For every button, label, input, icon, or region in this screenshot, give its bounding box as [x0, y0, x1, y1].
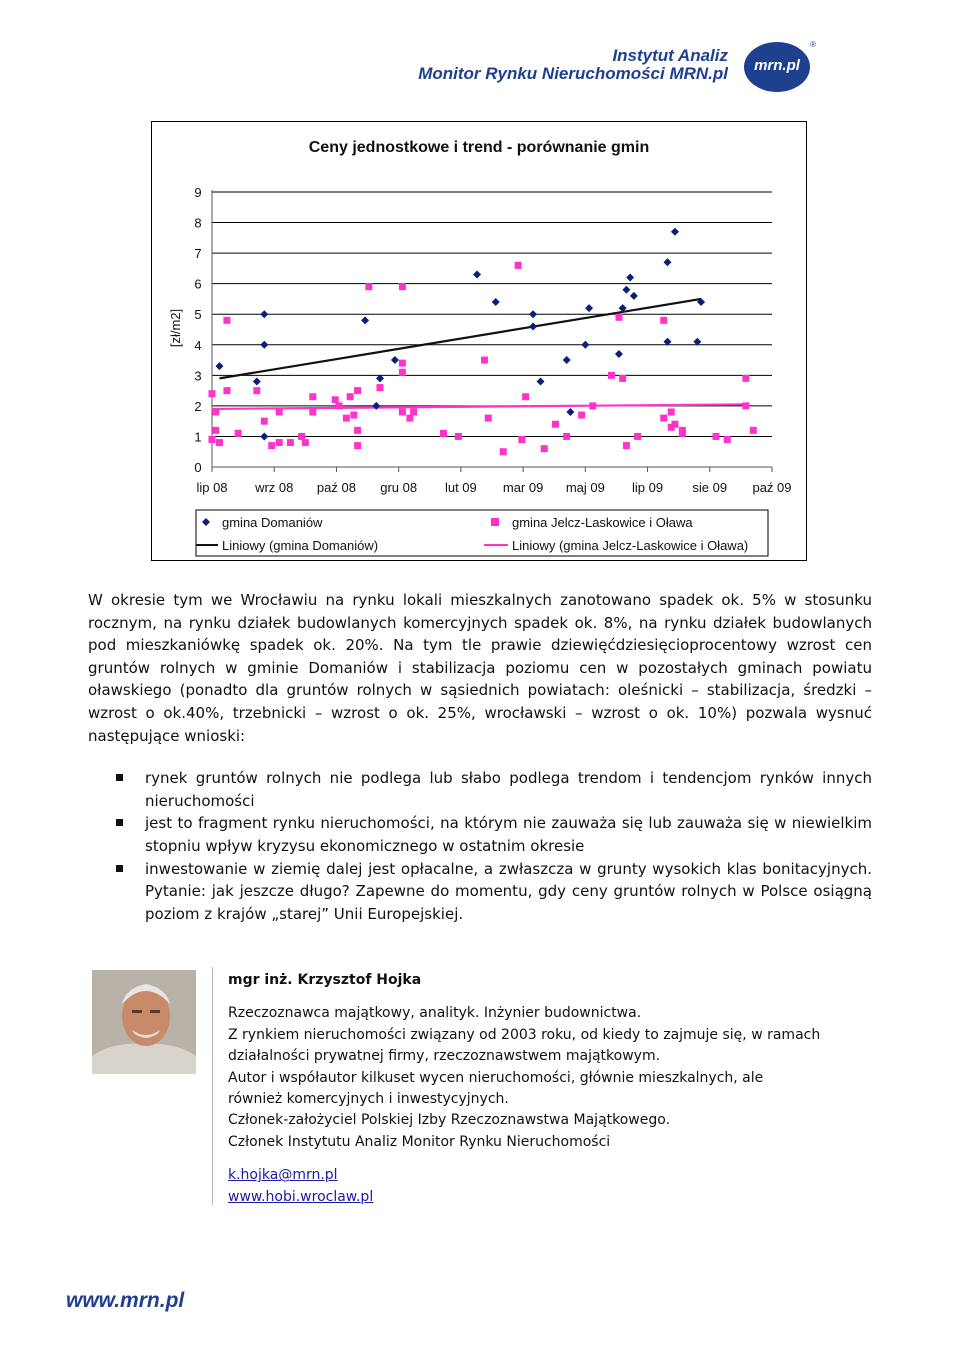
y-tick-label: 5	[194, 307, 202, 323]
x-tick-label: lut 09	[444, 480, 477, 495]
legend-entry-domaniow: gmina Domaniów	[222, 515, 323, 530]
data-point-jelcz	[589, 402, 596, 409]
data-point-domaniow	[563, 356, 571, 364]
data-point-jelcz	[552, 421, 559, 428]
trend-line-domaniow	[219, 299, 701, 378]
logo-badge-text: mrn.pl	[754, 57, 800, 74]
list-item	[88, 858, 872, 926]
x-tick-label: wrz 08	[255, 480, 294, 495]
chart-legend	[196, 510, 768, 556]
data-point-jelcz	[481, 357, 488, 364]
data-point-jelcz	[522, 393, 529, 400]
data-point-jelcz	[235, 430, 242, 437]
data-point-domaniow	[615, 350, 623, 358]
data-point-domaniow	[391, 356, 399, 364]
data-point-domaniow	[585, 304, 593, 312]
y-tick-label: 6	[194, 276, 202, 292]
data-point-jelcz	[209, 390, 216, 397]
data-point-jelcz	[343, 415, 350, 422]
data-point-domaniow	[260, 310, 268, 318]
data-point-jelcz	[399, 409, 406, 416]
data-point-jelcz	[724, 436, 731, 443]
data-point-domaniow	[361, 316, 369, 324]
data-point-jelcz	[518, 436, 525, 443]
data-point-jelcz	[354, 442, 361, 449]
logo-line-2: Monitor Rynku Nieruchomości MRN.pl	[418, 64, 728, 83]
data-point-jelcz	[253, 387, 260, 394]
data-point-jelcz	[660, 415, 667, 422]
x-tick-label: lip 08	[196, 480, 228, 495]
y-tick-label: 3	[194, 368, 202, 384]
data-point-jelcz	[332, 396, 339, 403]
data-point-jelcz	[276, 409, 283, 416]
author-photo	[92, 970, 196, 1074]
y-tick-label: 2	[194, 398, 202, 414]
conclusions-list	[88, 767, 872, 925]
data-point-jelcz	[365, 283, 372, 290]
author-bio-line: działalności prywatnej firmy, rzeczoznawstwem majątkowym.	[228, 1048, 661, 1065]
data-point-domaniow	[260, 432, 268, 440]
data-point-jelcz	[634, 433, 641, 440]
article-body	[88, 589, 872, 925]
data-point-jelcz	[354, 427, 361, 434]
x-tick-label: lip 09	[632, 480, 664, 495]
logo-line-1: Instytut Analiz	[612, 46, 728, 65]
article-paragraph: W okresie tym we Wrocławiu na rynku lokali mieszkalnych zanotowano spadek ok. 5% w stosunku rocznym, na rynku działek budowlanych komercyjnych spadek ok. 8%, na rynku działek budowlanych pod mieszkaniówkę spadek ok. 20%. Na tym tle prawie dziewięćdziesięcioprocentowy wzrost cen gruntów rolnych w gminie Domaniów i stabilizacja poziomu cen w pozostałych gminach powiatu oławskiego (ponadto dla gruntów rolnych w sąsiednich powiatach: oleśnicki – stabilizacja, średzki – wzrost o ok.40%, trzebnicki – wzrost o ok. 25%, wrocławski – wzrost o ok. 10%) pozwala wysnuć następujące wnioski:	[88, 591, 872, 745]
x-tick-label: sie 09	[692, 480, 728, 495]
data-point-jelcz	[309, 409, 316, 416]
author-divider	[212, 967, 213, 1205]
bullet-square-icon	[116, 819, 123, 826]
chart-container	[151, 121, 807, 561]
data-point-jelcz	[750, 427, 757, 434]
data-point-jelcz	[541, 445, 548, 452]
data-point-jelcz	[216, 439, 223, 446]
data-point-jelcz	[212, 427, 219, 434]
data-point-jelcz	[298, 433, 305, 440]
chart-grid	[212, 192, 772, 436]
chart-y-ticks	[194, 185, 201, 475]
list-item-text: jest to fragment rynku nieruchomości, na którym nie zauważa się lub zauważa się w niewielkim stopniu wpływ kryzysu ekonomicznego w ostatnim okresie	[145, 814, 872, 855]
bullet-square-icon	[116, 774, 123, 781]
data-point-domaniow	[372, 402, 380, 410]
chart-points	[209, 228, 757, 456]
author-name: mgr inż. Krzysztof Hojka	[228, 972, 422, 988]
data-point-jelcz	[212, 409, 219, 416]
data-point-jelcz	[660, 317, 667, 324]
data-point-jelcz	[406, 415, 413, 422]
x-tick-label: maj 09	[565, 480, 605, 495]
data-point-jelcz	[563, 433, 570, 440]
data-point-jelcz	[335, 402, 342, 409]
y-tick-label: 8	[194, 215, 202, 231]
data-point-jelcz	[668, 409, 675, 416]
data-point-jelcz	[347, 393, 354, 400]
list-item	[88, 767, 872, 812]
author-bio-line: Autor i współautor kilkuset wycen nieruchomości, głównie mieszkalnych, ale	[228, 1069, 764, 1086]
registered-mark: ®	[810, 40, 816, 49]
data-point-domaniow	[671, 228, 679, 236]
data-point-jelcz	[679, 430, 686, 437]
data-point-jelcz	[377, 384, 384, 391]
author-info	[228, 970, 868, 1208]
data-point-domaniow	[537, 377, 545, 385]
data-point-jelcz	[399, 369, 406, 376]
chart-title: Ceny jednostkowe i trend - porównanie gmin	[308, 139, 650, 156]
chart-axes	[212, 190, 772, 472]
y-tick-label: 4	[194, 337, 202, 353]
data-point-domaniow	[529, 322, 537, 330]
footer-url: www.mrn.pl	[66, 1289, 185, 1312]
x-tick-label: gru 08	[380, 480, 418, 495]
author-bio-line: Członek-założyciel Polskiej Izby Rzeczoznawstwa Majątkowego.	[228, 1112, 671, 1129]
legend-square-icon	[491, 518, 499, 526]
data-point-domaniow	[630, 292, 638, 300]
list-item-text: inwestowanie w ziemię dalej jest opłacalne, a zwłaszcza w grunty wysokich klas bonitacyjnych. Pytanie: jak jeszcze długo? Zapewne do momentu, gdy ceny gruntów rolnych w Polsce osiągną poziom z krajów „starej” Unii Europejskiej.	[145, 859, 872, 923]
logo-badge-icon	[744, 42, 810, 92]
data-point-jelcz	[268, 442, 275, 449]
list-item	[88, 812, 872, 857]
data-point-jelcz	[623, 442, 630, 449]
chart-y-axis-label: [zł/m2]	[168, 308, 183, 348]
data-point-jelcz	[578, 412, 585, 419]
data-point-jelcz	[350, 412, 357, 419]
x-tick-label: paź 08	[316, 480, 356, 495]
portrait-icon	[92, 970, 196, 1074]
author-bio-line: Z rynkiem nieruchomości związany od 2003 roku, od kiedy to zajmuje się, w ramach	[228, 1026, 821, 1043]
y-tick-label: 1	[194, 429, 202, 445]
data-point-jelcz	[440, 430, 447, 437]
data-point-domaniow	[626, 274, 634, 282]
data-point-jelcz	[223, 387, 230, 394]
data-point-jelcz	[209, 436, 216, 443]
data-point-jelcz	[608, 372, 615, 379]
author-bio-line: również komercyjnych i inwestycyjnych.	[228, 1091, 509, 1108]
data-point-domaniow	[215, 362, 223, 370]
data-point-domaniow	[253, 377, 261, 385]
data-point-domaniow	[492, 298, 500, 306]
data-point-jelcz	[302, 439, 309, 446]
bullet-square-icon	[116, 865, 123, 872]
data-point-jelcz	[354, 387, 361, 394]
legend-entry-trend-jelcz: Liniowy (gmina Jelcz-Laskowice i Oława)	[512, 538, 749, 553]
data-point-domaniow	[473, 271, 481, 279]
data-point-domaniow	[622, 286, 630, 294]
header-logo	[418, 40, 820, 100]
data-point-domaniow	[260, 341, 268, 349]
data-point-jelcz	[742, 375, 749, 382]
author-bio-line: Członek Instytutu Analiz Monitor Rynku Nieruchomości	[228, 1133, 611, 1150]
chart-x-ticks	[196, 480, 791, 495]
data-point-jelcz	[309, 393, 316, 400]
data-point-domaniow	[581, 341, 589, 349]
y-tick-label: 7	[194, 246, 202, 262]
data-point-jelcz	[742, 402, 749, 409]
data-point-domaniow	[529, 310, 537, 318]
data-point-jelcz	[261, 418, 268, 425]
data-point-jelcz	[399, 360, 406, 367]
data-point-domaniow	[663, 258, 671, 266]
data-point-jelcz	[515, 262, 522, 269]
author-email-link[interactable]: k.hojka@mrn.pl	[228, 1167, 338, 1184]
data-point-jelcz	[500, 448, 507, 455]
legend-entry-jelcz: gmina Jelcz-Laskowice i Oława	[512, 515, 693, 530]
data-point-jelcz	[713, 433, 720, 440]
data-point-jelcz	[287, 439, 294, 446]
price-trend-chart	[152, 122, 806, 560]
data-point-jelcz	[276, 439, 283, 446]
data-point-jelcz	[399, 283, 406, 290]
data-point-jelcz	[671, 421, 678, 428]
y-tick-label: 0	[194, 460, 202, 475]
data-point-jelcz	[223, 317, 230, 324]
x-tick-label: paź 09	[752, 480, 792, 495]
author-bio-line: Rzeczoznawca majątkowy, analityk. Inżynier budownictwa.	[228, 1005, 642, 1022]
chart-trend-lines	[212, 299, 746, 409]
data-point-jelcz	[619, 375, 626, 382]
y-tick-label: 9	[194, 185, 202, 200]
data-point-jelcz	[455, 433, 462, 440]
data-point-jelcz	[410, 409, 417, 416]
author-website-link[interactable]: www.hobi.wroclaw.pl	[228, 1188, 374, 1205]
legend-entry-trend-domaniow: Liniowy (gmina Domaniów)	[222, 538, 379, 553]
data-point-jelcz	[615, 314, 622, 321]
author-links	[228, 1165, 868, 1208]
list-item-text: rynek gruntów rolnych nie podlega lub słabo podlega trendom i tendencjom rynków innych nieruchomości	[145, 769, 872, 810]
trend-line-jelcz	[212, 404, 746, 409]
data-point-jelcz	[485, 415, 492, 422]
data-point-domaniow	[566, 408, 574, 416]
x-tick-label: mar 09	[502, 480, 544, 495]
